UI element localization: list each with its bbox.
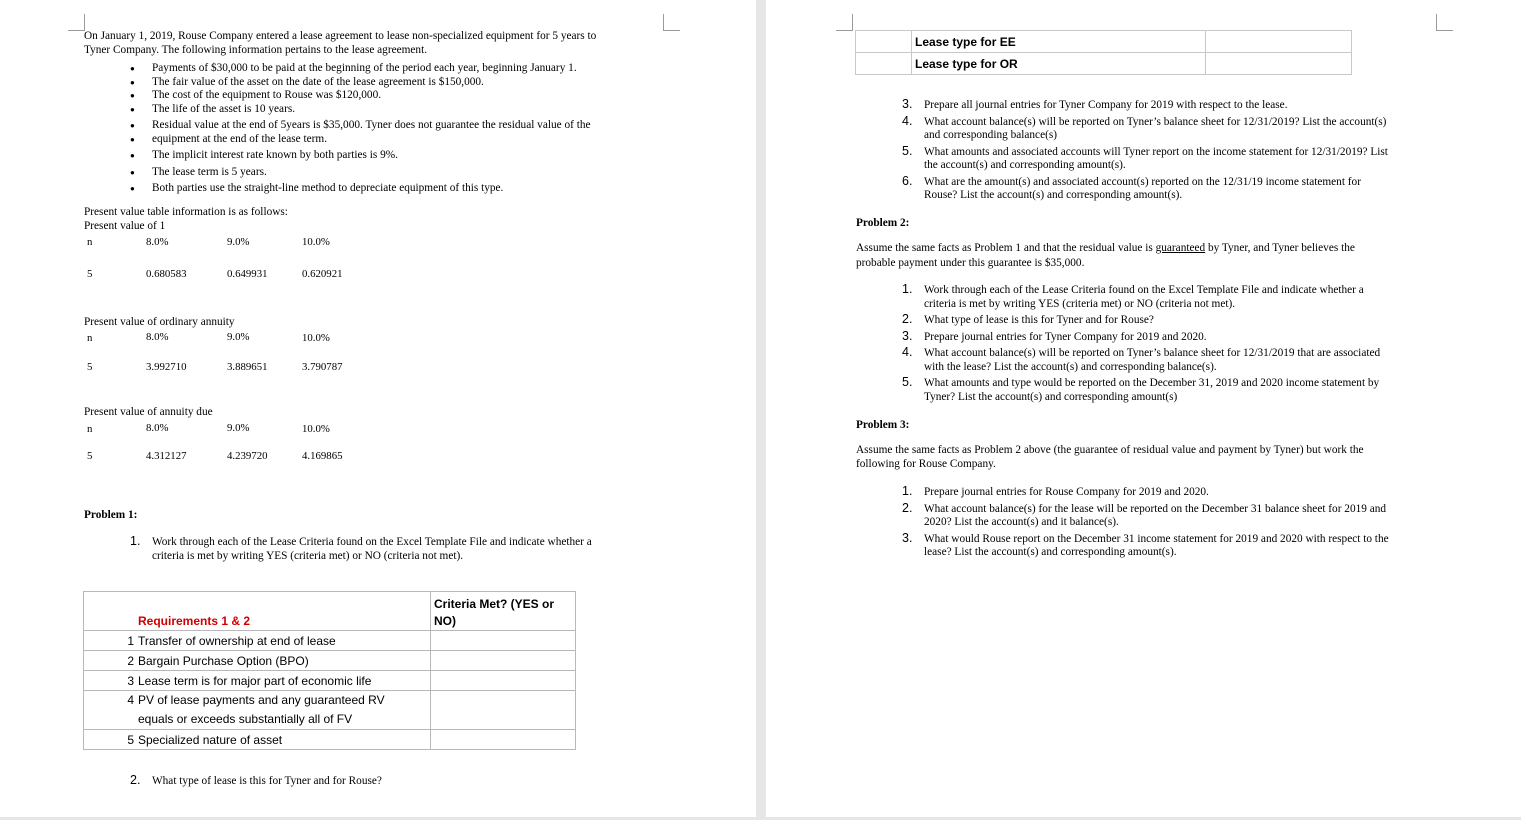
- intro-line-1: On January 1, 2019, Rouse Company entered a lease agreement to lease non-specialized equipment for 5 years to: [84, 30, 597, 42]
- criteria-answer-cell[interactable]: [431, 730, 576, 750]
- crop-mark: [1436, 14, 1453, 31]
- table-row: 2 Bargain Purchase Option (BPO): [84, 651, 576, 671]
- problem-2-heading: Problem 2:: [856, 217, 910, 229]
- document-page-1: [0, 0, 756, 817]
- criteria-answer-cell[interactable]: [431, 631, 576, 651]
- list-item: 2. What account balance(s) for the lease will be reported on the December 31 balance sheet for 2019 and 2020? List the account(s) and it balance(s).: [902, 500, 1387, 528]
- criteria-met-header: Criteria Met? (YES or NO): [431, 592, 576, 631]
- table-row: 5 Specialized nature of asset: [84, 730, 576, 750]
- list-item: 4. What account balance(s) will be reported on Tyner’s balance sheet for 12/31/2019 that are associated with the lease? List the account(s) and corresponding balance(s).: [902, 345, 1381, 373]
- pv-n-label: n: [87, 332, 93, 344]
- pv-value: 4.312127: [146, 450, 187, 462]
- pv-rate: 9.0%: [227, 331, 250, 343]
- list-item: 4. What account balance(s) will be reported on Tyner’s balance sheet for 12/31/2019? List the account(s) and corresponding balance(s): [902, 113, 1387, 141]
- lease-type-answer-cell[interactable]: [1206, 31, 1352, 53]
- problem-1-questions: [902, 99, 1388, 203]
- list-item: ● The fair value of the asset on the date of the lease agreement is $150,000.: [68, 76, 638, 90]
- pv-rate: 10.0%: [302, 332, 330, 344]
- problem-3-questions: [902, 486, 1389, 560]
- pv-rate: 10.0%: [302, 236, 330, 248]
- list-item: 1. Work through each of the Lease Criteria found on the Excel Template File and indicate whether a criteria is met by writing YES (criteria met) or NO (criteria not met).: [902, 282, 1364, 310]
- pv-value: 0.680583: [146, 268, 187, 280]
- pv-table-title: Present value of ordinary annuity: [84, 316, 235, 328]
- problem-1-q2: What type of lease is this for Tyner and for Rouse?: [152, 775, 382, 787]
- lease-type-table: [855, 30, 1352, 75]
- pv-n-value: 5: [87, 268, 93, 280]
- table-header-row: [84, 592, 576, 631]
- problem-2-intro-line-2: probable payment under this guarantee is $35,000.: [856, 257, 1085, 269]
- criteria-answer-cell[interactable]: [431, 691, 576, 730]
- pv-value: 3.790787: [302, 361, 343, 373]
- pv-rate: 9.0%: [227, 236, 250, 248]
- lease-facts-list: [68, 62, 638, 196]
- problem-3-heading: Problem 3:: [856, 419, 910, 431]
- problem-3-intro-line-1: Assume the same facts as Problem 2 above (the guarantee of residual value and payment by Tyner) but work the: [856, 444, 1364, 456]
- list-item: 5. What amounts and associated accounts will Tyner report on the income statement for 12/31/2019? List the account(s) and corresponding amount(s).: [902, 143, 1388, 171]
- pv-rate: 8.0%: [146, 422, 169, 434]
- pv-rate: 9.0%: [227, 422, 250, 434]
- problem-1-q1-line-1: Work through each of the Lease Criteria found on the Excel Template File and indicate whether a: [152, 536, 592, 548]
- crop-mark: [836, 14, 853, 31]
- pv-table-title: Present value of 1: [84, 220, 166, 232]
- list-item: ● The life of the asset is 10 years.: [68, 103, 638, 117]
- list-item: 2. What type of lease is this for Tyner and for Rouse?: [902, 312, 1154, 326]
- criteria-answer-cell[interactable]: [431, 651, 576, 671]
- crop-mark: [68, 14, 85, 31]
- table-row: Lease type for EE: [856, 31, 1352, 53]
- table-row: 3 Lease term is for major part of economic life: [84, 671, 576, 691]
- pv-value: 3.992710: [146, 361, 187, 373]
- table-row: Lease type for OR: [856, 53, 1352, 75]
- pv-value: 3.889651: [227, 361, 268, 373]
- list-item: ● Payments of $30,000 to be paid at the beginning of the period each year, beginning January 1.: [68, 62, 638, 76]
- intro-line-2: Tyner Company. The following information pertains to the lease agreement.: [84, 44, 428, 56]
- list-item: 3. What would Rouse report on the December 31 income statement for 2019 and 2020 with respect to the lease? List the account(s) and corresponding amount(s).: [902, 530, 1389, 558]
- pv-rate: 10.0%: [302, 423, 330, 435]
- criteria-answer-cell[interactable]: [431, 671, 576, 691]
- lease-criteria-table: [83, 591, 576, 750]
- list-item: 5. What amounts and type would be reported on the December 31, 2019 and 2020 income statement by Tyner? List the account(s) and corresponding amount(s): [902, 375, 1380, 403]
- requirements-header: Requirements 1 & 2: [138, 614, 251, 628]
- list-item: ● The cost of the equipment to Rouse was $120,000.: [68, 89, 638, 103]
- pv-table-title: Present value of annuity due: [84, 406, 213, 418]
- table-row: 1 Transfer of ownership at end of lease: [84, 631, 576, 651]
- list-item: 6. What are the amount(s) and associated account(s) reported on the 12/31/19 income statement for Rouse? List the account(s) and corresponding amount(s).: [902, 173, 1361, 201]
- pv-value: 4.169865: [302, 450, 343, 462]
- list-item: 1. Prepare journal entries for Rouse Company for 2019 and 2020.: [902, 484, 1209, 498]
- pv-n-label: n: [87, 236, 93, 248]
- list-item: ● Both parties use the straight-line method to depreciate equipment of this type.: [68, 182, 638, 196]
- problem-1-q1-line-2: criteria is met by writing YES (criteria met) or NO (criteria not met).: [152, 550, 464, 562]
- pv-value: 4.239720: [227, 450, 268, 462]
- pv-value: 0.649931: [227, 268, 268, 280]
- pv-n-value: 5: [87, 361, 93, 373]
- problem-2-questions: [902, 284, 1380, 404]
- pv-heading: Present value table information is as follows:: [84, 206, 288, 218]
- pv-n-label: n: [87, 423, 93, 435]
- problem-3-intro-line-2: following for Rouse Company.: [856, 458, 996, 470]
- list-item: ● Residual value at the end of 5years is $35,000. Tyner does not guarantee the residual value of the: [68, 119, 638, 133]
- crop-mark: [663, 14, 680, 31]
- pv-value: 0.620921: [302, 268, 343, 280]
- lease-type-answer-cell[interactable]: [1206, 53, 1352, 75]
- list-item: ● The implicit interest rate known by both parties is 9%.: [68, 149, 638, 163]
- question-number: 1.: [130, 534, 141, 548]
- pv-n-value: 5: [87, 450, 93, 462]
- table-row: 4 PV of lease payments and any guaranteed RV equals or exceeds substantially all of FV: [84, 691, 576, 730]
- list-item-continuation: ● equipment at the end of the lease term.: [68, 133, 638, 147]
- pv-rate: 8.0%: [146, 331, 169, 343]
- list-item: ● The lease term is 5 years.: [68, 166, 638, 180]
- problem-2-intro-line-1: Assume the same facts as Problem 1 and that the residual value is guaranteed by Tyner, and Tyner believes the: [856, 242, 1355, 254]
- list-item: 3. Prepare journal entries for Tyner Company for 2019 and 2020.: [902, 328, 1207, 343]
- question-number: 2.: [130, 773, 141, 787]
- list-item: 3. Prepare all journal entries for Tyner Company for 2019 with respect to the lease.: [902, 97, 1288, 111]
- problem-1-heading: Problem 1:: [84, 509, 138, 521]
- pv-rate: 8.0%: [146, 236, 169, 248]
